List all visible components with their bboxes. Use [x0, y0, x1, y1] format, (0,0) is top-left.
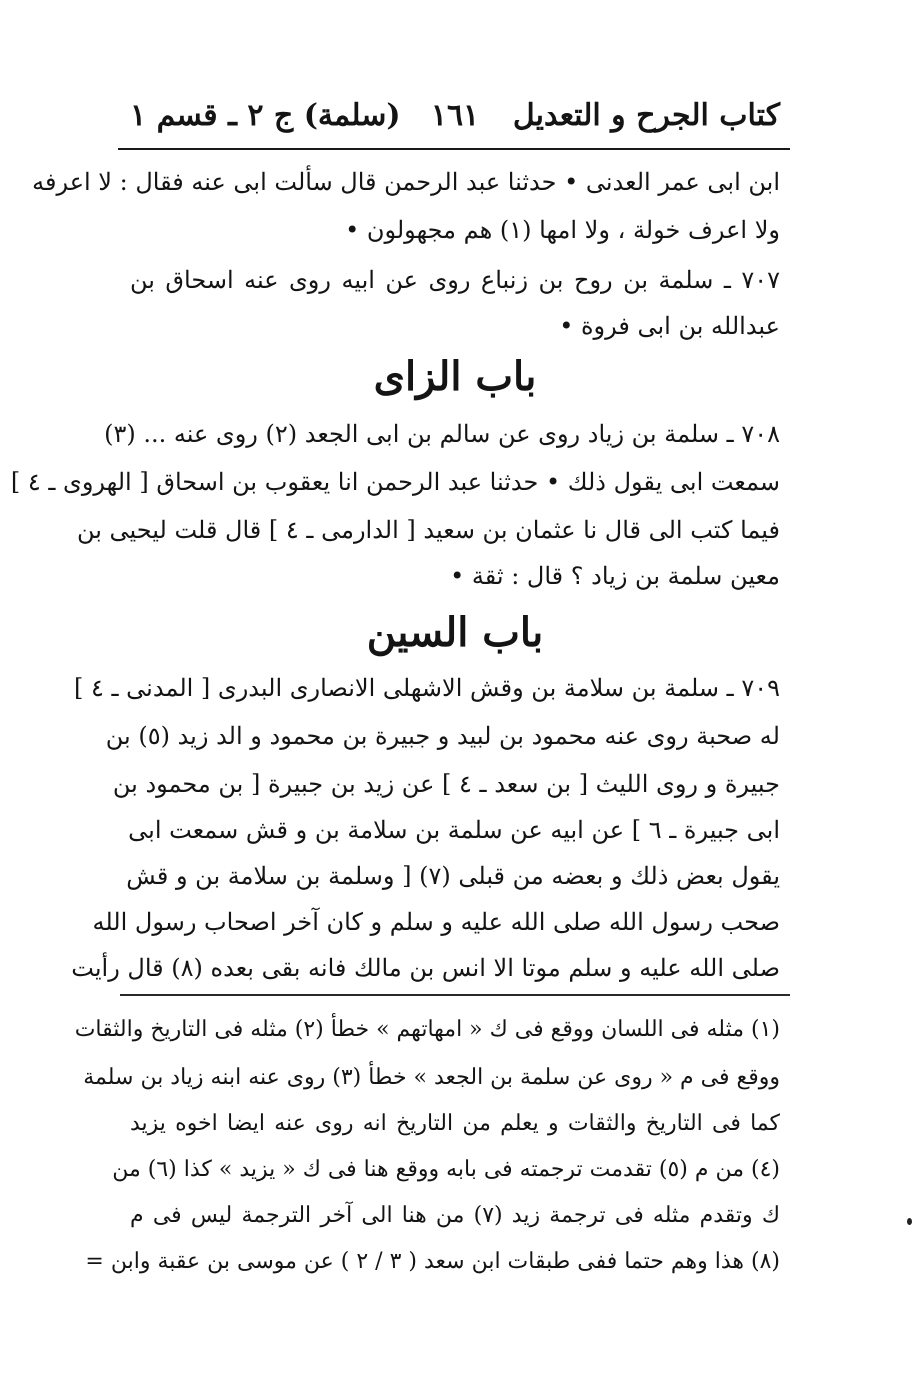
page-number: ١٦١ [430, 98, 480, 133]
entry-709-line: صحب رسول الله صلى الله عليه و سلم و كان آخر اصحاب رسول الله [92, 908, 780, 936]
entry-707-line: عبدالله بن ابى فروة • [559, 312, 780, 340]
header-rule [118, 148, 790, 150]
entry-707-line: ٧٠٧ ـ سلمة بن روح بن زنباع روى عن ابيه روى عنه اسحاق بن [130, 266, 780, 294]
section-heading-sin: باب السين [366, 609, 544, 656]
entry-709-line: صلى الله عليه و سلم موتا الا انس بن مالك فانه بقى بعده (٨) قال رأيت [71, 954, 780, 982]
entry-709-line: له صحبة روى عنه محمود بن لبيد و جبيرة بن محمود و الد زيد (٥) بن [105, 722, 780, 750]
entry-708-line: معين سلمة بن زياد ؟ قال : ثقة • [450, 562, 780, 590]
body-line: ابن ابى عمر العدنى • حدثنا عبد الرحمن قال سألت ابى عنه فقال : لا اعرفه [32, 168, 780, 196]
ink-speck [907, 1218, 912, 1225]
footnote-line: ك وتقدم مثله فى ترجمة زيد (٧) من هنا الى آخر الترجمة ليس فى م [130, 1203, 780, 1228]
entry-708-line: ٧٠٨ ـ سلمة بن زياد روى عن سالم بن ابى الجعد (٢) روى عنه ... (٣) [104, 420, 780, 448]
footnote-line: كما فى التاريخ والثقات و يعلم من التاريخ انه روى عنه ايضا اخوه يزيد [130, 1111, 780, 1136]
entry-709-line: يقول بعض ذلك و بعضه من قبلى (٧) [ وسلمة بن سلامة بن و قش [126, 862, 780, 890]
section-heading-zay: باب الزاى [373, 353, 537, 400]
footnote-rule [120, 994, 790, 996]
entry-709-line: ابى جبيرة ـ ٦ ] عن ابيه عن سلمة بن سلامة بن و قش سمعت ابى [128, 816, 780, 844]
footnote-line: (١) مثله فى اللسان ووقع فى ك « امهاتهم » خطأ (٢) مثله فى التاريخ والثقات [74, 1017, 780, 1042]
entry-708-line: فيما كتب الى قال نا عثمان بن سعيد [ الدارمى ـ ٤ ] قال قلت ليحيى بن [76, 516, 780, 544]
entry-709-line: ٧٠٩ ـ سلمة بن سلامة بن وقش الاشهلى الانصارى البدرى [ المدنى ـ ٤ ] [73, 674, 780, 702]
footnote-line: ووقع فى م « روى عن سلمة بن الجعد » خطأ (٣) روى عنه ابنه زياد بن سلمة [83, 1065, 780, 1090]
entry-708-line: سمعت ابى يقول ذلك • حدثنا عبد الرحمن انا يعقوب بن اسحاق [ الهروى ـ ٤ ] [10, 468, 780, 496]
volume-section-label: (سلمة) ج ٢ ـ قسم ١ [130, 98, 401, 133]
running-header [130, 98, 780, 142]
footnote-line: (٤) من م (٥) تقدمت ترجمته فى بابه ووقع هنا فى ك « يزيد » كذا (٦) من [112, 1157, 780, 1182]
entry-709-line: جبيرة و روى الليث [ بن سعد ـ ٤ ] عن زيد بن جبيرة [ بن محمود بن [112, 770, 780, 798]
body-line: ولا اعرف خولة ، ولا امها (١) هم مجهولون • [345, 216, 780, 244]
footnote-line: (٨) هذا وهم حتما ففى طبقات ابن سعد ( ٣ / ٢ ) عن موسى بن عقبة وابن = [85, 1249, 780, 1274]
book-title: كتاب الجرح و التعديل [512, 98, 780, 133]
